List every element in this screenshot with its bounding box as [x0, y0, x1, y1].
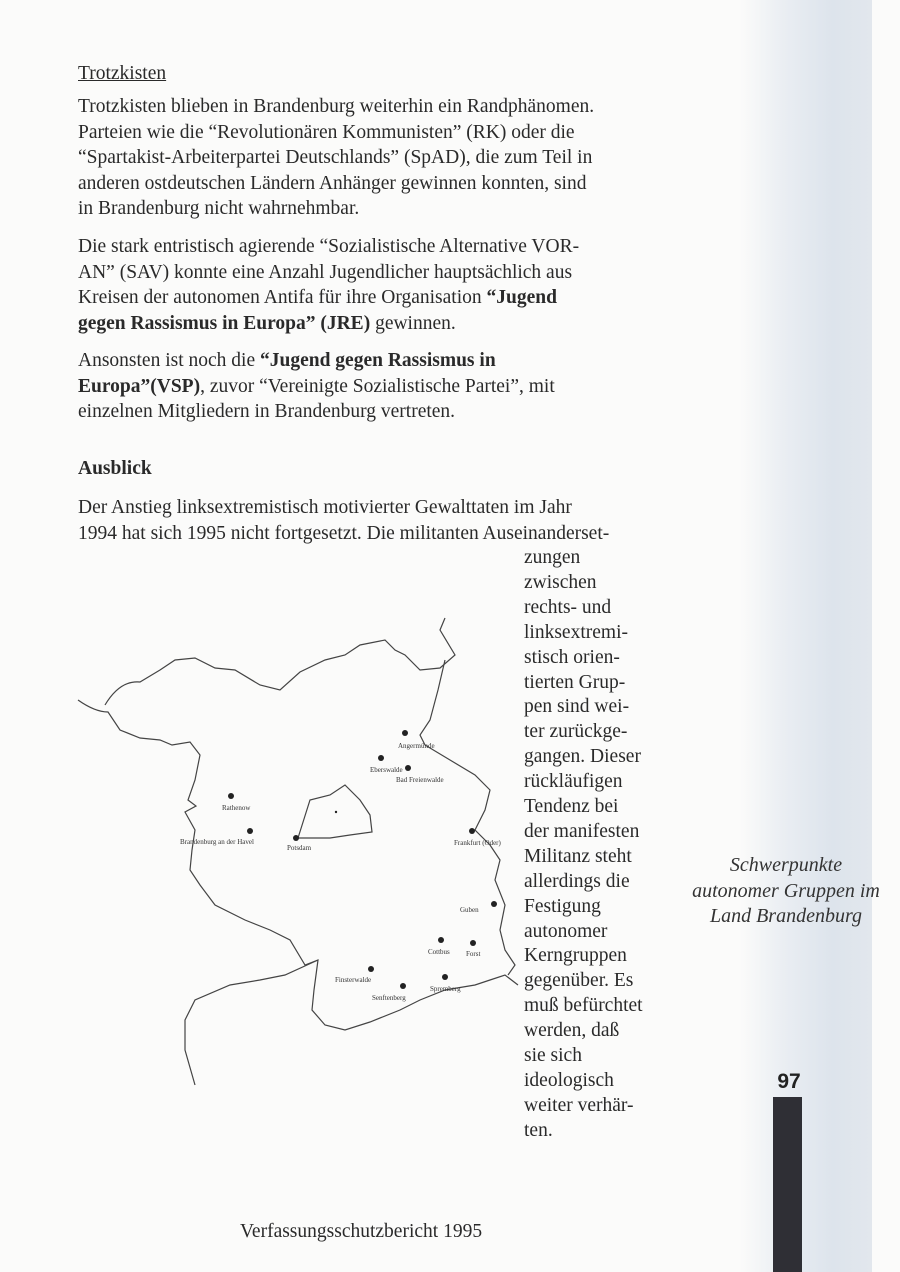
text-segment: anderen ostdeutschen Ländern Anhänger gewinnen konnten, sind [78, 172, 587, 194]
city-label: Senftenberg [372, 994, 406, 1002]
city-marker [228, 793, 234, 799]
text-segment: Der Anstieg linksextremistisch motivierter Gewalttaten im Jahr [78, 497, 572, 518]
column-line: sie sich [524, 1045, 582, 1066]
city-label: Guben [460, 906, 479, 914]
city-label: Potsdam [287, 844, 312, 852]
city-marker [491, 901, 497, 907]
berlin-marker [335, 811, 337, 813]
map-border-south [185, 960, 318, 1085]
column-line: autonomer [524, 920, 608, 942]
map-caption: Schwerpunkte autonomer Gruppen im Land Brandenburg [692, 854, 880, 927]
city-marker [405, 765, 411, 771]
city-label: Bad Freienwalde [396, 776, 444, 784]
column-line: ter zurückge- [524, 721, 628, 743]
text-segment: gewinnen. [370, 312, 456, 334]
city-label: Rathenow [222, 804, 251, 812]
column-line: tierten Grup- [524, 671, 626, 693]
bold-text: “Jugend [486, 287, 557, 309]
bold-text: gegen Rassismus in Europa” (JRE) [78, 312, 371, 334]
column-line: muß befürchtet [524, 995, 643, 1017]
city-marker [402, 730, 408, 736]
section-heading-ausblick: Ausblick [78, 458, 152, 479]
city-label: Spremberg [430, 985, 461, 993]
text-segment: “Spartakist-Arbeiterpartei Deutschlands” (SpAD), die zum Teil in [78, 147, 593, 169]
section-heading-trotzkisten: Trotzkisten [78, 63, 167, 84]
text-segment: einzelnen Mitgliedern in Brandenburg vertreten. [78, 401, 456, 423]
text-segment: Die stark entristisch agierende “Sozialistische Alternative VOR- [78, 236, 580, 257]
city-marker [247, 828, 253, 834]
page-number: 97 [777, 1070, 801, 1093]
city-marker [368, 966, 374, 972]
map-border-east [420, 660, 515, 975]
column-line: zwischen [524, 571, 597, 593]
text-segment: 1994 hat sich 1995 nicht fortgesetzt. Die militanten Auseinanderset- [78, 522, 610, 544]
map-border-northwest [105, 618, 455, 705]
column-line: linksextremi- [524, 621, 628, 643]
text-segment: , zuvor “Vereinigte Sozialistische Partei”, mit [200, 375, 555, 397]
city-marker [438, 937, 444, 943]
column-line: weiter verhär- [524, 1094, 634, 1116]
column-line: gegenüber. Es [524, 970, 634, 992]
text-segment: in Brandenburg nicht wahrnehmbar. [78, 198, 360, 220]
city-marker [470, 940, 476, 946]
text-segment: Kreisen der autonomen Antifa für ihre Organisation [78, 287, 487, 309]
city-label: Finsterwalde [335, 976, 372, 984]
column-line: Kerngruppen [524, 945, 627, 967]
city-marker [378, 755, 384, 761]
column-line: allerdings die [524, 870, 630, 892]
text-segment: Ansonsten ist noch die [78, 350, 260, 371]
column-line: ideologisch [524, 1069, 614, 1091]
column-line: zungen [524, 547, 581, 568]
page-tab-bar [773, 1097, 802, 1272]
city-label: Frankfurt (Oder) [454, 839, 501, 847]
city-label: Brandenburg an der Havel [180, 838, 254, 846]
column-line: werden, daß [524, 1020, 620, 1042]
column-line: der manifesten [524, 820, 640, 842]
column-line: pen sind wei- [524, 696, 630, 718]
bold-text: “Jugend gegen Rassismus in [259, 350, 496, 371]
city-label: Angermünde [398, 742, 435, 750]
city-marker [400, 983, 406, 989]
text-segment: AN” (SAV) konnte eine Anzahl Jugendlicher hauptsächlich aus [78, 261, 573, 283]
map-border-north [78, 700, 518, 1030]
column-line: stisch orien- [524, 646, 620, 668]
column-line: rechts- und [524, 596, 612, 618]
page-footer: Verfassungsschutzbericht 1995 [240, 1221, 483, 1242]
column-line: Militanz steht [524, 845, 632, 867]
city-label: Forst [466, 950, 481, 958]
city-label: Eberswalde [370, 766, 403, 774]
column-line: Festigung [524, 895, 601, 917]
text-segment: Parteien wie die “Revolutionären Kommunisten” (RK) oder die [78, 121, 575, 143]
city-marker [442, 974, 448, 980]
city-marker [293, 835, 299, 841]
city-marker [469, 828, 475, 834]
column-line: gangen. Dieser [524, 746, 641, 768]
text-segment: Trotzkisten blieben in Brandenburg weiterhin ein Randphänomen. [78, 96, 595, 117]
city-label: Cottbus [428, 948, 450, 956]
column-line: ten. [524, 1119, 553, 1141]
bold-text: Europa”(VSP) [78, 375, 201, 397]
column-line: Tendenz bei [524, 796, 619, 817]
column-line: rückläufigen [524, 771, 623, 793]
